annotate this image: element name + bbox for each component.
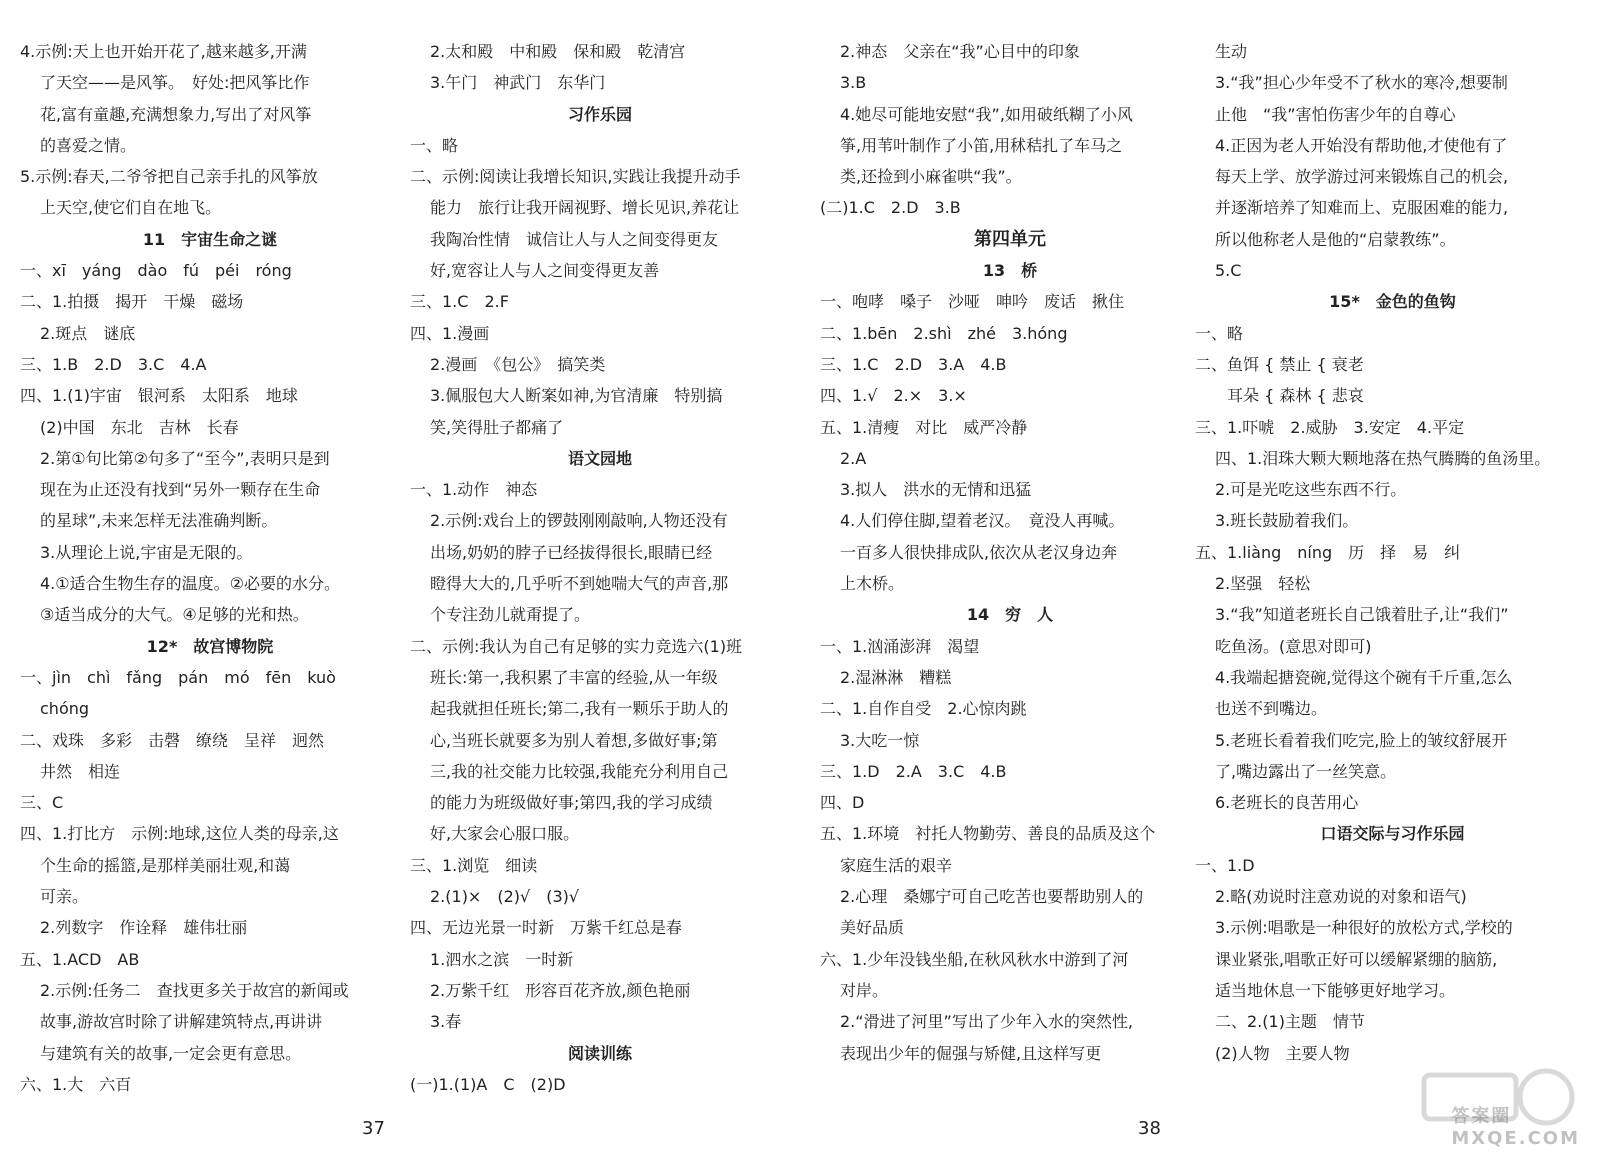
text-line: 三、1.D 2.A 3.C 4.B: [820, 761, 1007, 781]
text-line: 对岸。: [840, 980, 889, 1000]
text-line: 3.示例:唱歌是一种很好的放松方式,学校的: [1215, 918, 1513, 938]
text-line: 的喜爱之情。: [40, 135, 137, 155]
text-line: 2.斑点 谜底: [40, 323, 136, 343]
text-line: 二、1.自作自受 2.心惊肉跳: [820, 699, 1027, 719]
text-line: 一、咆哮 嗓子 沙哑 呻吟 废话 揪住: [820, 292, 1125, 312]
text-line: 四、1.√ 2.× 3.×: [820, 386, 967, 406]
text-line: 每天上学、放学游过河来锻炼自己的机会,: [1215, 167, 1509, 187]
text-line: 6.老班长的良苦用心: [1215, 793, 1359, 813]
text-line: 一、xī yáng dào fú péi róng: [20, 261, 292, 281]
text-line: 起我就担任班长;第二,我有一颗乐于助人的: [430, 699, 729, 719]
text-line: 与建筑有关的故事,一定会更有意思。: [40, 1043, 302, 1063]
text-line: 一、1.汹涌澎湃 渴望: [820, 636, 980, 656]
text-line: 三、1.C 2.F: [410, 292, 509, 312]
text-line: 六、1.大 六百: [20, 1074, 132, 1094]
text-line: 3.“我”担心少年受不了秋水的寒冷,想要制: [1215, 73, 1508, 93]
text-line: 2.略(劝说时注意劝说的对象和语气): [1215, 887, 1467, 907]
column-3: [820, 36, 1200, 1069]
text-line: 上天空,使它们自在地飞。: [40, 198, 222, 218]
text-line: 三、1.浏览 细读: [410, 855, 538, 875]
section-heading: 习作乐园: [567, 104, 632, 124]
text-line: 现在为止还没有找到“另外一颗存在生命: [40, 480, 321, 500]
text-line: 生动: [1215, 42, 1248, 61]
text-line: (2)人物 主要人物: [1215, 1043, 1350, 1063]
text-line: 类,还捡到小麻雀哄“我”。: [840, 167, 1022, 187]
text-line: 吃鱼汤。(意思对即可): [1215, 636, 1372, 656]
text-line: 可亲。: [40, 887, 89, 907]
text-line: 个生命的摇篮,是那样美丽壮观,和蔼: [40, 855, 291, 875]
text-line: 故事,游故宫时除了讲解建筑特点,再讲讲: [40, 1012, 323, 1032]
text-line: 3.午门 神武门 东华门: [430, 73, 606, 93]
text-line: 3.拟人 洪水的无情和迅猛: [840, 480, 1032, 500]
text-line: 二、示例:我认为自己有足够的实力竞选六(1)班: [410, 636, 743, 656]
text-line: 2.“滑进了河里”写出了少年入水的突然性,: [840, 1012, 1133, 1032]
text-line: 能力 旅行让我开阔视野、增长见识,养花让: [430, 198, 740, 218]
text-line: 耳朵 { 森林 { 悲哀: [1195, 386, 1364, 406]
text-line: 2.心理 桑娜宁可自己吃苦也要帮助别人的: [840, 887, 1144, 907]
text-line: 三、1.吓唬 2.威胁 3.安定 4.平定: [1195, 417, 1465, 437]
text-line: 二、1.拍摄 揭开 干燥 磁场: [20, 292, 244, 312]
text-line: (一)1.(1)A C (2)D: [410, 1074, 566, 1094]
text-line: 一、略: [1195, 323, 1244, 343]
text-line: 2.示例:任务二 查找更多关于故宫的新闻或: [40, 980, 349, 1000]
watermark-text: [1451, 1102, 1580, 1149]
text-line: 1.泗水之滨 一时新: [430, 949, 574, 969]
section-heading: 语文园地: [567, 448, 632, 468]
text-line: 一、略: [410, 135, 459, 155]
text-line: 四、D: [820, 793, 865, 813]
section-heading: 第四单元: [974, 228, 1046, 250]
text-line: 个专注劲儿就甭提了。: [430, 605, 591, 625]
text-line: 4.人们停住脚,望着老汉。 竟没人再喊。: [840, 511, 1125, 531]
text-line: 2.太和殿 中和殿 保和殿 乾清宫: [430, 42, 686, 61]
page-number-right: 38: [1138, 1118, 1161, 1139]
text-line: 班长:第一,我积累了丰富的经验,从一年级: [430, 667, 718, 687]
text-line: 的星球”,未来怎样无法准确判断。: [40, 511, 278, 531]
text-line: 四、1.泪珠大颗大颗地落在热气腾腾的鱼汤里。: [1215, 448, 1551, 468]
text-line: 2.(1)× (2)√ (3)√: [430, 887, 580, 907]
text-line: 4.正因为老人开始没有帮助他,才使他有了: [1215, 135, 1508, 155]
watermark-line1: 答案圈: [1451, 1106, 1512, 1127]
text-line: 2.可是光吃这些东西不行。: [1215, 480, 1407, 500]
text-line: 止他 “我”害怕伤害少年的自尊心: [1215, 104, 1456, 124]
column-4: [1195, 36, 1590, 1069]
text-line: 六、1.少年没钱坐船,在秋风秋水中游到了河: [820, 949, 1129, 969]
text-line: 二、鱼饵 { 禁止 { 衰老: [1195, 354, 1364, 374]
watermark-line2: MXQE.COM: [1451, 1128, 1580, 1149]
text-line: 一、jìn chì fǎng pán mó fēn kuò: [20, 667, 336, 687]
text-line: 3.“我”知道老班长自己饿着肚子,让“我们”: [1215, 605, 1509, 625]
section-heading: 14 穷 人: [966, 605, 1054, 625]
text-line: 2.神态 父亲在“我”心目中的印象: [840, 42, 1080, 61]
text-line: chóng: [40, 699, 90, 719]
text-line: 三、1.C 2.D 3.A 4.B: [820, 354, 1007, 374]
column-1: [20, 36, 400, 1100]
text-line: (2)中国 东北 吉林 长春: [40, 417, 239, 437]
text-line: 三、C: [20, 793, 64, 813]
text-line: (二)1.C 2.D 3.B: [820, 198, 961, 218]
text-line: 三、1.B 2.D 3.C 4.A: [20, 354, 207, 374]
text-line: 三,我的社交能力比较强,我能充分利用自己: [430, 761, 729, 781]
text-line: 一、1.D: [1195, 855, 1255, 875]
text-line: 3.大吃一惊: [840, 730, 920, 750]
text-line: 五、1.liàng níng 历 择 易 纠: [1195, 542, 1461, 562]
text-line: 美好品质: [840, 918, 905, 938]
section-heading: 15* 金色的鱼钩: [1329, 292, 1456, 312]
section-heading: 11 宇宙生命之谜: [142, 229, 278, 249]
text-line: 的能力为班级做好事;第四,我的学习成绩: [430, 793, 713, 813]
text-line: 好,大家会心服口服。: [430, 824, 580, 844]
text-line: 4.①适合生物生存的温度。②必要的水分。: [40, 574, 340, 594]
text-line: 5.示例:春天,二爷爷把自己亲手扎的风筝放: [20, 167, 318, 187]
text-line: 2.万紫千红 形容百花齐放,颜色艳丽: [430, 980, 691, 1000]
text-line: 3.从理论上说,宇宙是无限的。: [40, 542, 253, 562]
text-line: 了天空——是风筝。 好处:把风筝比作: [40, 73, 310, 93]
text-line: 二、1.bēn 2.shì zhé 3.hóng: [820, 323, 1068, 343]
text-line: 井然 相连: [40, 761, 121, 781]
text-line: 也送不到嘴边。: [1215, 699, 1328, 719]
text-line: 出场,奶奶的脖子已经拔得很长,眼睛已经: [430, 542, 713, 562]
section-heading: 阅读训练: [567, 1043, 632, 1063]
text-line: 5.C: [1215, 261, 1242, 281]
text-line: 4.示例:天上也开始开花了,越来越多,开满: [20, 42, 307, 61]
section-heading: 13 桥: [982, 261, 1038, 281]
text-line: 四、1.打比方 示例:地球,这位人类的母亲,这: [20, 824, 339, 844]
text-line: 瞪得大大的,几乎听不到她喘大气的声音,那: [430, 574, 729, 594]
text-line: 五、1.ACD AB: [20, 949, 140, 969]
text-line: 家庭生活的艰辛: [840, 855, 953, 875]
text-line: 4.我端起搪瓷碗,觉得这个碗有千斤重,怎么: [1215, 667, 1513, 687]
text-line: 四、1.(1)宇宙 银河系 太阳系 地球: [20, 386, 298, 406]
text-line: 二、2.(1)主题 情节: [1215, 1012, 1365, 1032]
text-line: 一百多人很快排成队,依次从老汉身边奔: [840, 542, 1118, 562]
text-line: 四、1.漫画: [410, 323, 490, 343]
text-line: 3.班长鼓励着我们。: [1215, 511, 1359, 531]
text-line: 并逐渐培养了知难而上、克服困难的能力,: [1215, 198, 1509, 218]
text-line: 2.坚强 轻松: [1215, 574, 1311, 594]
text-line: 3.B: [840, 73, 867, 93]
text-line: 2.第①句比第②句多了“至今”,表明只是到: [40, 448, 330, 468]
text-line: 3.春: [430, 1012, 462, 1032]
section-heading: 12* 故宫博物院: [146, 636, 274, 656]
text-line: 五、1.环境 衬托人物勤劳、善良的品质及这个: [820, 824, 1156, 844]
text-line: 表现出少年的倔强与矫健,且这样写更: [840, 1043, 1102, 1063]
text-line: 筝,用苇叶制作了小笛,用秫秸扎了车马之: [840, 135, 1123, 155]
text-line: 2.示例:戏台上的锣鼓刚刚敲响,人物还没有: [430, 511, 728, 531]
text-line: 2.湿淋淋 糟糕: [840, 667, 952, 687]
text-line: 2.A: [840, 448, 867, 468]
text-line: 4.她尽可能地安慰“我”,如用破纸糊了小风: [840, 104, 1133, 124]
text-line: 上木桥。: [840, 574, 905, 594]
column-2: [410, 36, 790, 1100]
text-line: 我陶冶性情 诚信让人与人之间变得更友: [430, 229, 719, 249]
text-line: 二、戏珠 多彩 击磬 缭绕 呈祥 迥然: [20, 730, 325, 750]
text-line: 花,富有童趣,充满想象力,写出了对风筝: [40, 104, 312, 124]
text-line: 笑,笑得肚子都痛了: [430, 417, 564, 437]
text-line: 课业紧张,唱歌正好可以缓解紧绷的脑筋,: [1215, 949, 1498, 969]
text-line: 好,宽容让人与人之间变得更友善: [430, 261, 660, 281]
text-line: 四、无边光景一时新 万紫千红总是春: [410, 918, 683, 938]
text-line: 五、1.清瘦 对比 威严冷静: [820, 417, 1028, 437]
text-line: 适当地休息一下能够更好地学习。: [1215, 980, 1456, 1000]
text-line: 5.老班长看着我们吃完,脸上的皱纹舒展开: [1215, 730, 1508, 750]
text-line: 了,嘴边露出了一丝笑意。: [1215, 761, 1397, 781]
text-line: 所以他称老人是他的“启蒙教练”。: [1215, 229, 1456, 249]
text-line: 二、示例:阅读让我增长知识,实践让我提升动手: [410, 167, 741, 187]
text-line: 3.佩服包大人断案如神,为官清廉 特别搞: [430, 386, 723, 406]
text-line: ③适当成分的大气。④足够的光和热。: [40, 605, 309, 625]
text-line: 2.列数字 作诠释 雄伟壮丽: [40, 918, 248, 938]
text-line: 2.漫画 《包公》 搞笑类: [430, 354, 606, 374]
section-heading: 口语交际与习作乐园: [1320, 824, 1465, 844]
text-line: 一、1.动作 神态: [410, 480, 538, 500]
text-line: 心,当班长就要多为别人着想,多做好事;第: [430, 730, 718, 750]
page-number-left: 37: [362, 1118, 385, 1139]
